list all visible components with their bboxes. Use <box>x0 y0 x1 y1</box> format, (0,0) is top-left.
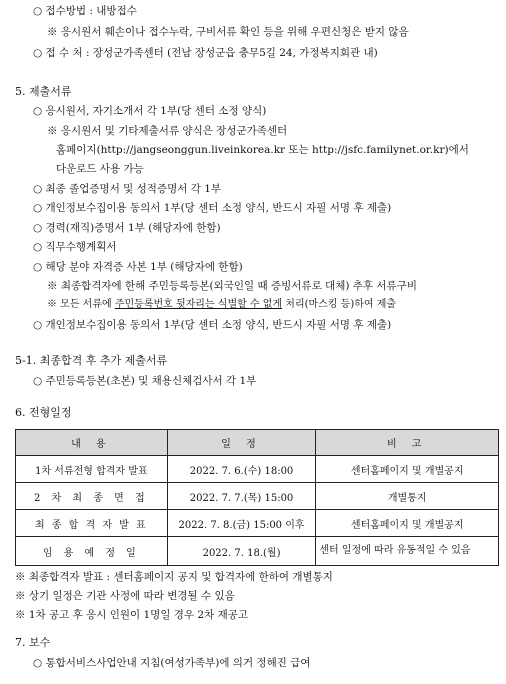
doc-note-cont: 다운로드 사용 가능 <box>56 163 144 175</box>
schedule-note: ※ 1차 공고 후 응시 인원이 1명일 경우 2차 재공고 <box>15 609 249 621</box>
doc-note: ※ 최종합격자에 한해 주민등록등본(외국인일 때 증빙서류로 대체) 추후 서류구비 <box>47 280 417 292</box>
method-note: ※ 응시원서 훼손이나 접수누락, 구비서류 확인 등을 위해 우편신청은 받지 않음 <box>47 26 409 38</box>
section5-1-heading: 5-1. 최종합격 후 추가 제출서류 <box>15 354 168 367</box>
doc-note: ※ 응시원서 및 기타제출서류 양식은 장성군가족센터 <box>47 125 288 137</box>
masking-note-prefix: ※ 모든 서류에 <box>47 299 115 310</box>
masking-note <box>47 298 396 312</box>
table-row <box>16 456 499 483</box>
cell-content: 1차 서류전형 합격자 발표 <box>16 456 168 483</box>
table-row <box>16 537 499 566</box>
cell-content: 2 차 최 종 면 접 <box>16 483 168 510</box>
table-row <box>16 510 499 537</box>
cell-schedule: 2022. 7. 6.(수) 18:00 <box>167 456 316 483</box>
doc-note-cont: 홈페이지(http://jangseonggun.liveinkorea.kr 또는 http://jsfc.familynet.or.kr)에서 <box>56 144 469 156</box>
doc-item: ○ 직무수행계획서 <box>33 241 117 253</box>
cell-remarks: 센터 일정에 따라 유동적일 수 있음 <box>316 537 499 566</box>
salary-item: ○ 통합서비스사업안내 지침(여성가족부)에 의거 정해진 급여 <box>33 657 311 669</box>
cell-schedule: 2022. 7. 8.(금) 15:00 이후 <box>167 510 316 537</box>
doc-item: ○ 경력(재직)증명서 1부 (해당자에 한함) <box>33 222 221 234</box>
doc-item: ○ 개인정보수집이용 동의서 1부(당 센터 소정 양식, 반드시 자필 서명 후 제출) <box>33 202 392 214</box>
cell-schedule: 2022. 7. 7.(목) 15:00 <box>167 483 316 510</box>
place-line: ○ 접 수 처 : 장성군가족센터 (전남 장성군읍 충무5길 24, 가정복지회관 내) <box>33 47 378 59</box>
cell-content: 최 종 합 격 자 발 표 <box>16 510 168 537</box>
doc-item: ○ 개인정보수집이용 동의서 1부(당 센터 소정 양식, 반드시 자필 서명 후 제출) <box>33 319 392 331</box>
masking-note-suffix: 처리(마스킹 등)하여 제출 <box>282 299 397 310</box>
doc-item: ○ 해당 분야 자격증 사본 1부 (해당자에 한함) <box>33 261 243 273</box>
section6-heading: 6. 전형일정 <box>15 406 72 419</box>
schedule-note: ※ 상기 일정은 기관 사정에 따라 변경될 수 있음 <box>15 590 235 602</box>
section5-heading: 5. 제출서류 <box>15 85 72 98</box>
cell-remarks: 센터홈페이지 및 개별공지 <box>316 510 499 537</box>
header-schedule: 일 정 <box>167 430 316 456</box>
cell-remarks: 센터홈페이지 및 개별공지 <box>316 456 499 483</box>
table-header-row <box>16 430 499 456</box>
cell-schedule: 2022. 7. 18.(월) <box>167 537 316 566</box>
section7-heading: 7. 보수 <box>15 636 51 649</box>
masking-note-underlined: 주민등록번호 뒷자리는 식별할 수 없게 <box>114 299 283 310</box>
doc-item: ○ 최종 졸업증명서 및 성적증명서 각 1부 <box>33 183 222 195</box>
cell-remarks: 개별통지 <box>316 483 499 510</box>
header-content: 내 용 <box>16 430 168 456</box>
cell-content: 임 용 예 정 일 <box>16 537 168 566</box>
doc-item: ○ 응시원서, 자기소개서 각 1부(당 센터 소정 양식) <box>33 105 267 117</box>
schedule-table <box>15 429 499 566</box>
table-row <box>16 483 499 510</box>
extra-doc-item: ○ 주민등록등본(초본) 및 채용신체검사서 각 1부 <box>33 375 257 387</box>
method-line: ○ 접수방법 : 내방접수 <box>33 5 137 17</box>
header-remarks: 비 고 <box>316 430 499 456</box>
schedule-note: ※ 최종합격자 발표 : 센터홈페이지 공지 및 합격자에 한하여 개별통지 <box>15 571 333 583</box>
